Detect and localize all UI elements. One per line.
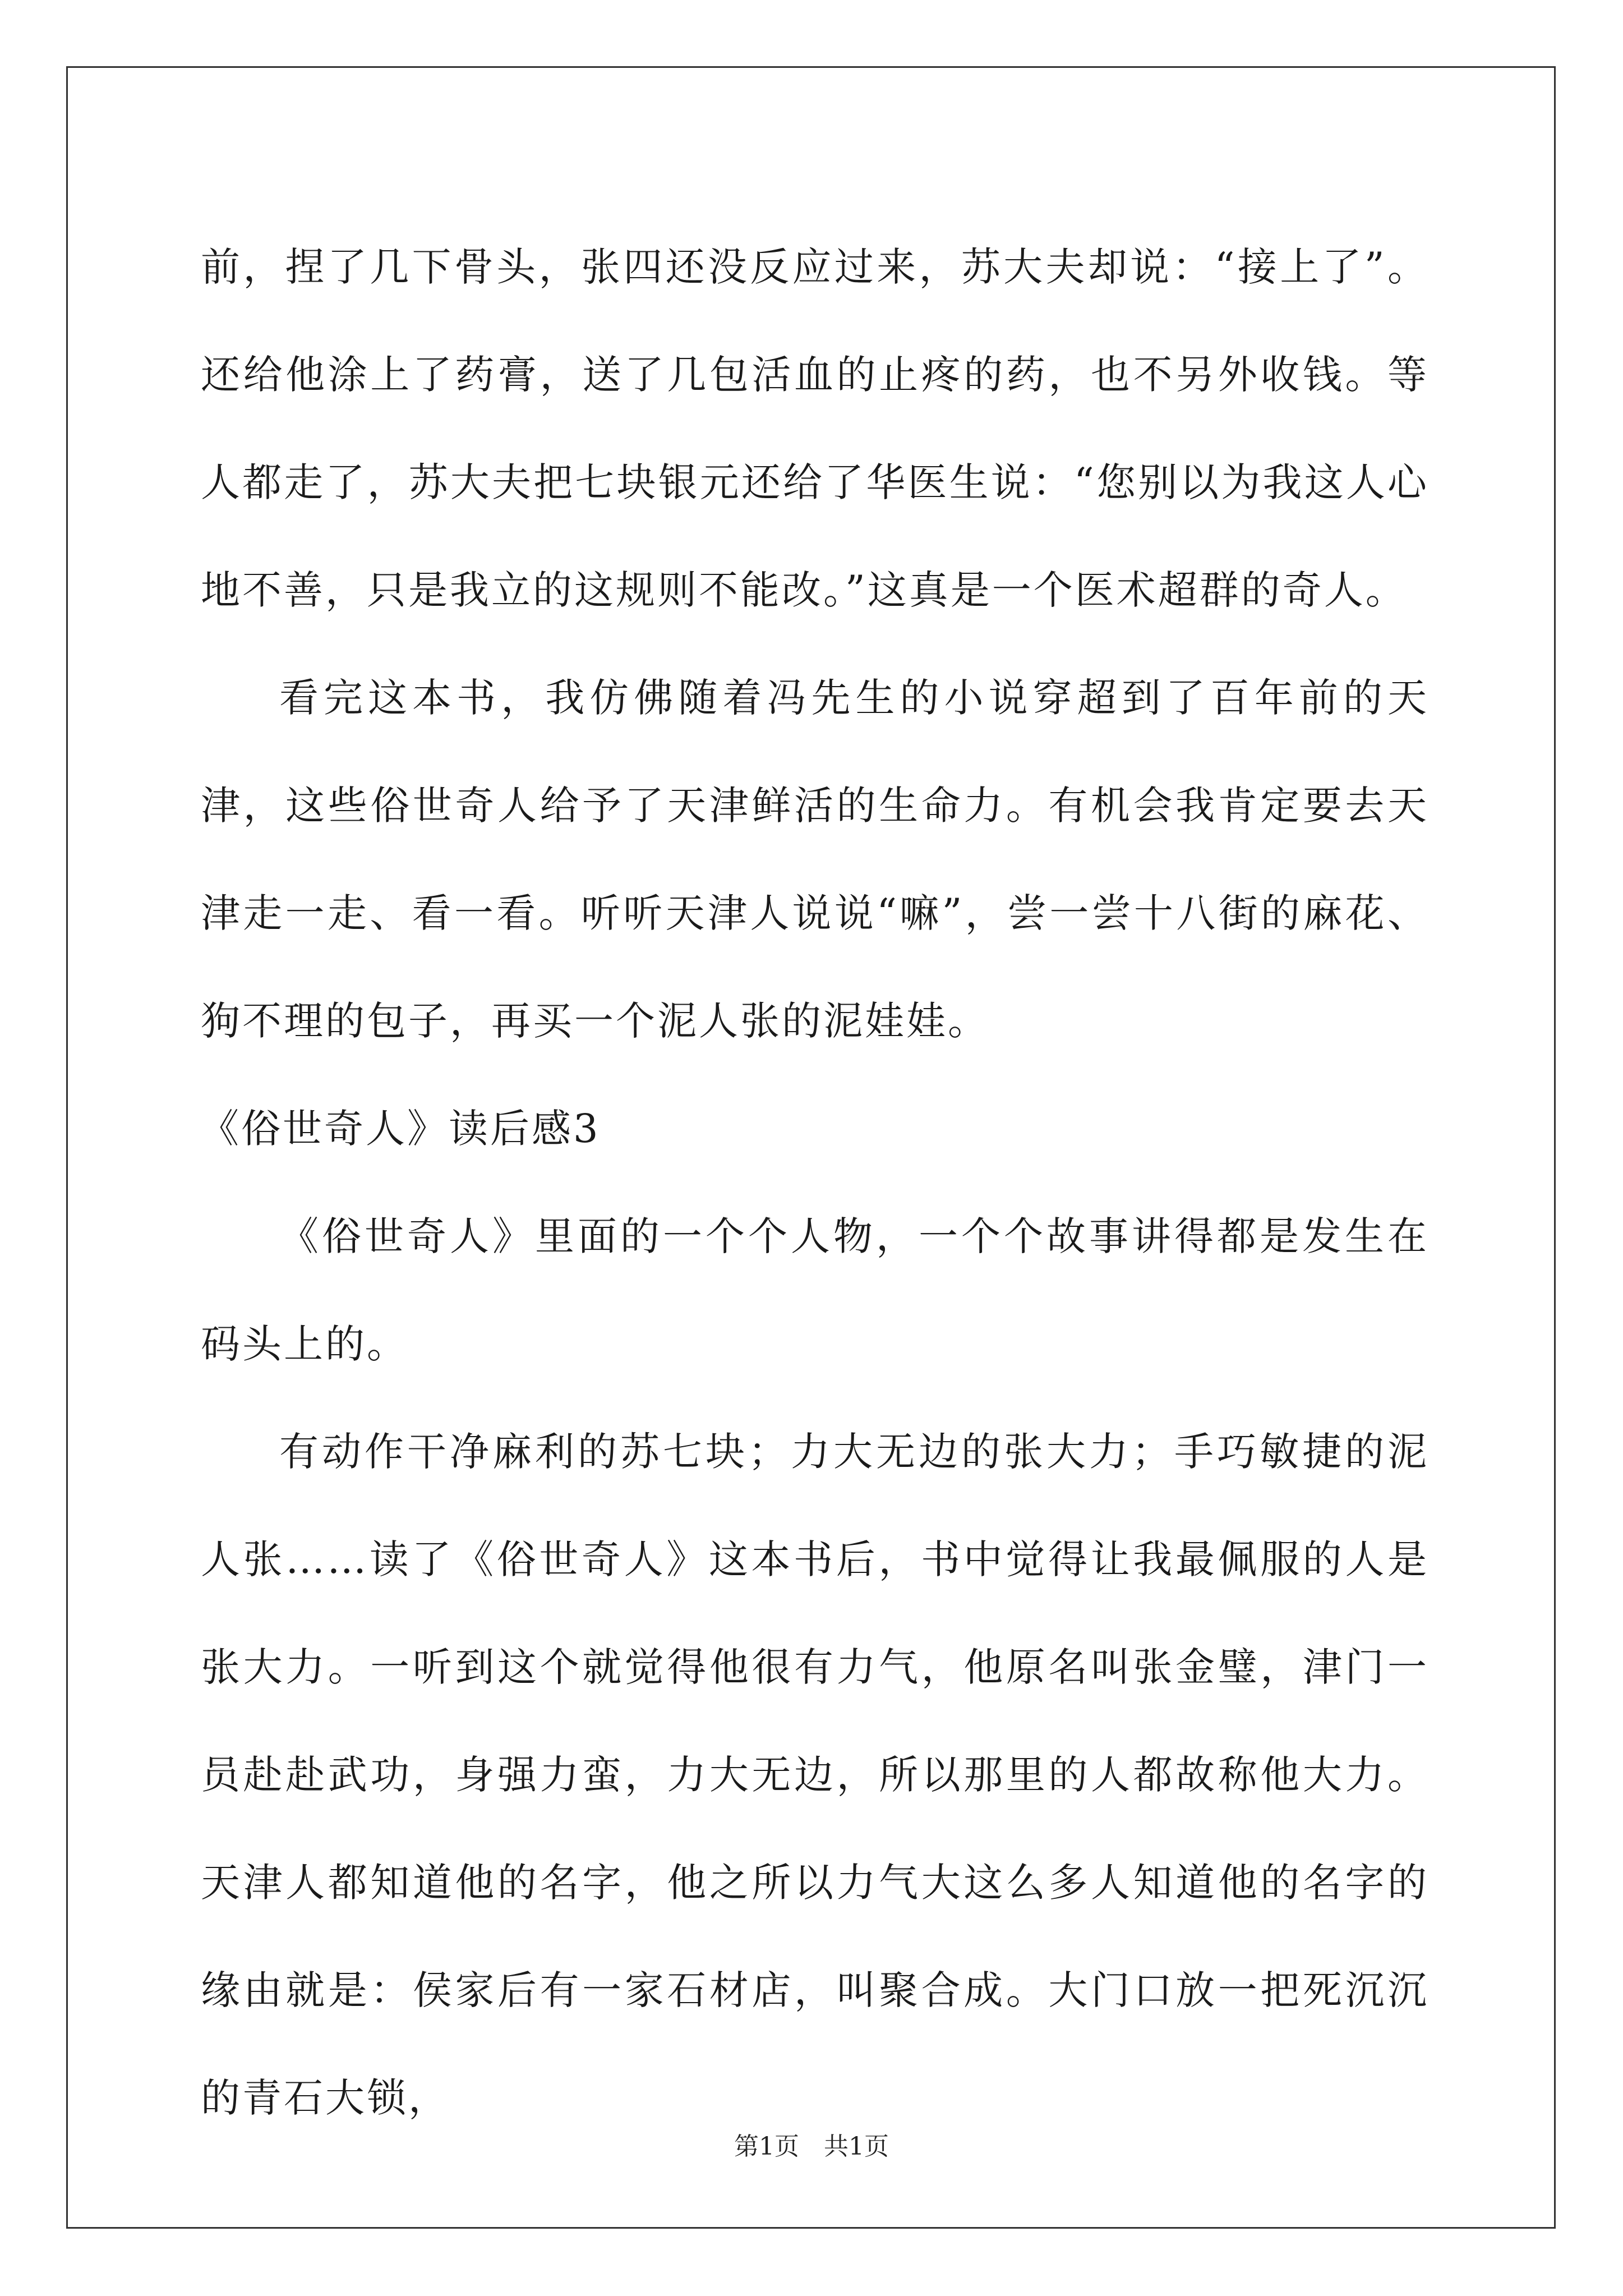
paragraph-3: 《俗世奇人》里面的一个个人物，一个个故事讲得都是发生在码头上的。: [201, 1213, 1429, 1367]
document-body: [201, 213, 1429, 2152]
paragraph-2: 看完这本书，我仿佛随着冯先生的小说穿超到了百年前的天津，这些俗世奇人给予了天津鲜活的生命力。有机会我肯定要去天津走一走、看一看。听听天津人说说“嘛”，尝一尝十八街的麻花、狗不理的包子，再买一个泥人张的泥娃娃。: [201, 675, 1429, 1044]
page-number-footer: 第1页 共1页: [734, 2132, 889, 2161]
section-heading: 《俗世奇人》读后感3: [200, 1106, 601, 1152]
paragraph-1: 前，捏了几下骨头，张四还没反应过来，苏大夫却说：“接上了”。还给他涂上了药膏，送了几包活血的止疼的药，也不另外收钱。等人都走了，苏大夫把七块银元还给了华医生说：“您别以为我这人心地不善，只是我立的这规则不能改。”这真是一个医术超群的奇人。: [201, 244, 1429, 613]
paragraph-4: 有动作干净麻利的苏七块；力大无边的张大力；手巧敏捷的泥人张……读了《俗世奇人》这本书后，书中觉得让我最佩服的人是张大力。一听到这个就觉得他很有力气，他原名叫张金璧，津门一员赴赴武功，身强力蛮，力大无边，所以那里的人都故称他大力。天津人都知道他的名字，他之所以力气大这么多人知道他的名字的缘由就是：侯家后有一家石材店，叫聚合成。大门口放一把死沉沉的青石大锁，: [201, 1429, 1429, 2121]
